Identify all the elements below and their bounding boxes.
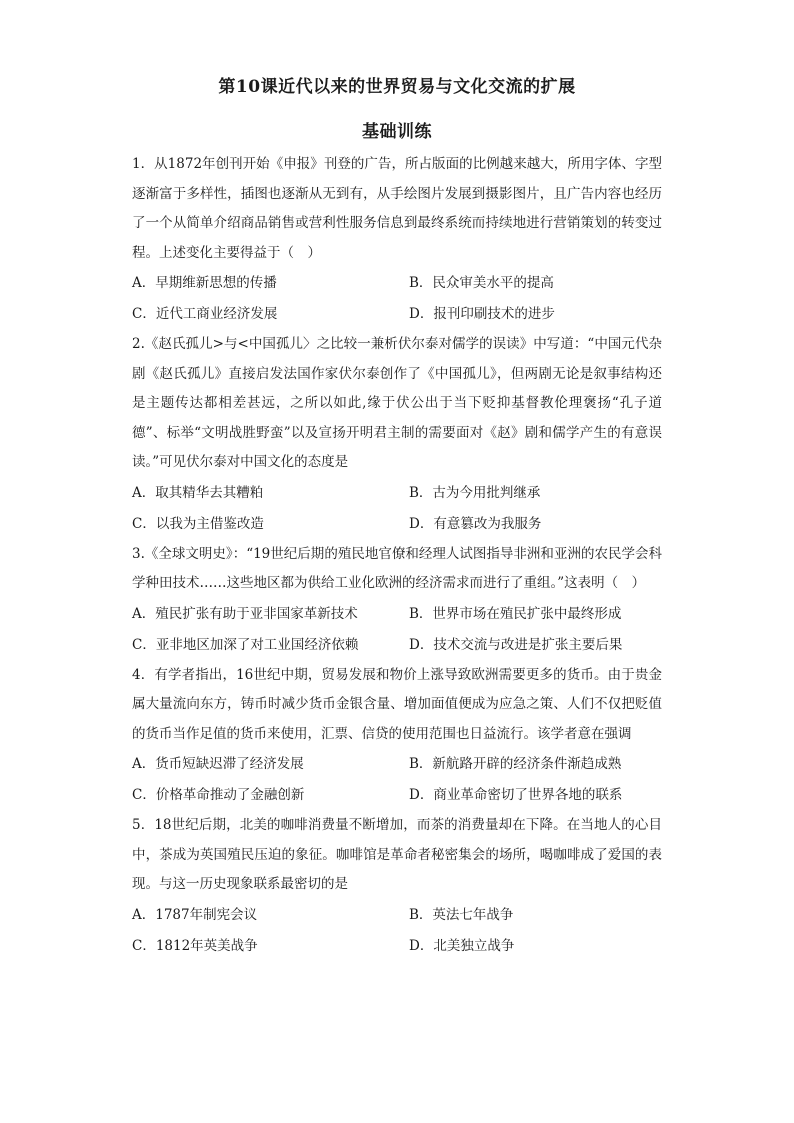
option-list — [132, 599, 662, 661]
option-a: A．殖民扩张有助于亚非国家革新技术 — [132, 605, 358, 622]
section-title: 基础训练 — [362, 122, 432, 142]
question-text: 4．有学者指出，16世纪中期，贸易发展和物价上涨导致欧洲需要更多的货币。由于贵金属大量流向东方，铸币时减少货币金银含量、增加面值便成为应急之策、人们不仅把贬值的货币当作足值的货币来使用，汇票、信贷的使用范围也日益流行。该学者意在强调 — [132, 666, 662, 742]
option-list — [132, 478, 662, 540]
question-text: 5．18世纪后期，北美的咖啡消费量不断增加，而茶的消费量却在下降。在当地人的心目中，茶成为英国殖民压迫的象征。咖啡馆是革命者秘密集会的场所，喝咖啡成了爱国的表现。与这一历史现象联系最密切的是 — [132, 817, 662, 892]
option-a: A．早期维新思想的传播 — [132, 275, 277, 291]
option-d: D．商业革命密切了世界各地的联系 — [409, 787, 623, 803]
question-5 — [132, 811, 662, 962]
option-a: A．货币短缺迟滞了经济发展 — [132, 756, 304, 772]
option-b: B．世界市场在殖民扩张中最终形成 — [409, 605, 622, 622]
document-title: 第10课近代以来的世界贸易与文化交流的扩展 — [218, 77, 576, 97]
option-d: D．技术交流与改进是扩张主要后果 — [409, 636, 623, 653]
option-c: C．近代工商业经济发展 — [132, 306, 278, 322]
option-list — [132, 900, 662, 962]
option-c: C．1812年英美战争 — [132, 937, 258, 954]
option-d: D．报刊印刷技术的进步 — [409, 306, 555, 322]
option-a: A．1787年制宪会议 — [132, 906, 258, 923]
question-1 — [132, 150, 662, 330]
option-c: C．亚非地区加深了对工业国经济依赖 — [132, 636, 359, 653]
option-b: B．新航路开辟的经济条件渐趋成熟 — [409, 756, 622, 772]
question-text: 2.《赵氏孤儿>与<中国孤儿〉之比较一兼析伏尔泰对儒学的误读》中写道：“中国元代杂剧《赵氏孤儿》直接启发法国作家伏尔泰创作了《中国孤儿》，但两剧无论是叙事结构还是主题传达都相差甚远，之所以如此,缘于伏公出于当下贬抑基督教伦理褒扬“孔子道德”、标举“文明战胜野蛮”以及宣扬开明君主制的需要面对《赵》剧和儒学产生的有意误读。”可见伏尔泰对中国文化的态度是 — [132, 336, 662, 470]
question-text: 3.《全球文明史》：“19世纪后期的殖民地官僚和经理人试图指导非洲和亚洲的农民学会科学种田技术……这些地区都为供给工业化欧洲的经济需求而进行了重组。”这表明（ ） — [132, 545, 662, 591]
option-d: D．北美独立战争 — [409, 937, 515, 954]
option-d: D．有意篡改为我服务 — [409, 515, 542, 532]
option-a: A．取其精华去其糟粕 — [132, 484, 264, 501]
question-4 — [132, 661, 662, 812]
question-text: 1．从1872年创刊开始《申报》刊登的广告，所占版面的比例越来越大，所用字体、字型逐渐富于多样性，插图也逐渐从无到有，从手绘图片发展到摄影图片，且广告内容也经历了一个从简单介绍商品销售或营利性服务信息到最终系统而持续地进行营销策划的转变过程。上述变化主要得益于（ ） — [132, 156, 662, 261]
option-b: B．英法七年战争 — [409, 906, 514, 923]
option-list — [132, 268, 662, 330]
question-2 — [132, 330, 662, 540]
question-3 — [132, 540, 662, 661]
option-b: B．古为今用批判继承 — [409, 484, 541, 501]
option-c: C．价格革命推动了金融创新 — [132, 787, 305, 803]
option-b: B．民众审美水平的提高 — [409, 275, 554, 291]
question-list — [132, 150, 662, 962]
option-c: C．以我为主借鉴改造 — [132, 515, 264, 532]
option-list — [132, 749, 662, 811]
